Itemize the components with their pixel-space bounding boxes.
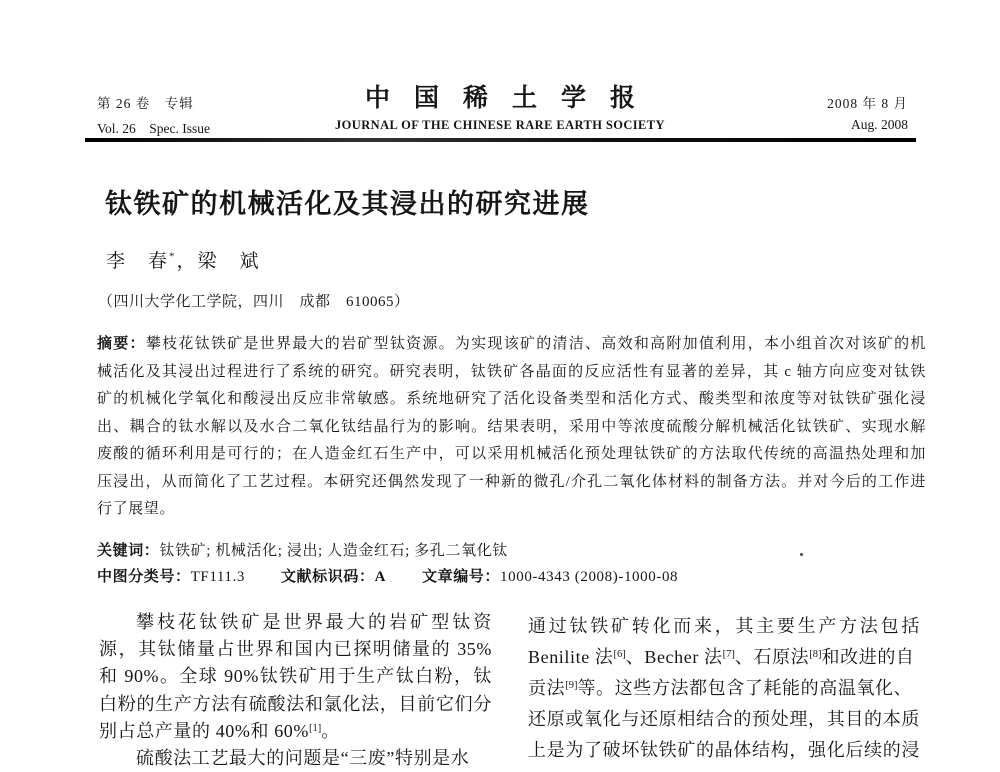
body-line: Benilite 法[6]、Becher 法[7]、石原法[8]和改进的自	[528, 646, 915, 667]
body-line: 硫酸法工艺最大的问题是“三废”特别是水	[136, 747, 470, 768]
abstract-line: 废酸的循环利用是可行的；在人造金红石生产中，可以采用机械活化预处理钛铁矿的方法取代传统的高温热处理和加	[97, 446, 926, 462]
abstract-block	[97, 331, 926, 524]
body-right-column	[528, 611, 920, 765]
doc-code: A	[374, 569, 386, 585]
doc-code-label: 文献标识码：	[280, 569, 375, 585]
body-line: 白粉的生产方法有硫酸法和氯化法，目前它们分	[99, 693, 492, 714]
author-name-2: ，梁 斌	[176, 251, 261, 272]
classification-line	[97, 565, 926, 586]
abstract-line: 摘要：攀枝花钛铁矿是世界最大的岩矿型钛资源。为实现该矿的清洁、高效和高附加值利用，本小组首次对该矿的机	[97, 336, 926, 352]
article-id: 1000-4343 (2008)-1000-08	[500, 569, 679, 585]
abstract-line: 行了展望。	[97, 501, 176, 517]
header-volume-en: Vol. 26 Spec. Issue	[97, 121, 210, 136]
body-line: 攀枝花钛铁矿是世界最大的岩矿型钛资	[136, 612, 492, 632]
header-rule	[85, 138, 916, 142]
keywords-label: 关键词：	[97, 543, 160, 559]
header-date-cn: 2008 年 8 月	[827, 96, 908, 111]
body-line: 别占总产量的 40%和 60%[1]。	[99, 720, 340, 741]
citation-ref: [6]	[613, 648, 626, 660]
clc-number: TF111.3	[190, 569, 245, 585]
journal-title-en: JOURNAL OF THE CHINESE RARE EARTH SOCIETY	[335, 118, 665, 132]
article-title: 钛铁矿的机械活化及其浸出的研究进展	[105, 189, 590, 219]
abstract-label: 摘要：	[97, 336, 146, 352]
clc-label: 中图分类号：	[97, 569, 191, 585]
citation-ref: [7]	[722, 648, 735, 660]
article-id-label: 文章编号：	[422, 569, 501, 585]
scan-artifact-speck	[800, 553, 803, 556]
article-affiliation: （四川大学化工学院，四川 成都 610065）	[98, 294, 410, 310]
body-line: 通过钛铁矿转化而来，其主要生产方法包括	[528, 616, 920, 636]
journal-title-cn: 中国稀土学报	[364, 85, 659, 112]
keywords-text: 钛铁矿; 机械活化; 浸出; 人造金红石; 多孔二氧化钛	[159, 543, 508, 559]
body-line: 还原或氧化与还原相结合的预处理，其目的本质	[528, 708, 920, 729]
body-line: 源，其钛储量占世界和国内已探明储量的 35%	[99, 639, 492, 660]
header-volume-cn: 第 26 卷 专辑	[97, 96, 194, 111]
body-line: 和 90%。全球 90%钛铁矿用于生产钛白粉，钛	[99, 666, 492, 687]
abstract-line: 压浸出，从而简化了工艺过程。本研究还偶然发现了一种新的微孔/介孔二氧化体材料的制备方法。并对今后的工作进	[97, 473, 926, 490]
body-line: 贡法[9]等。这些方法都包含了耗能的高温氧化、	[528, 677, 913, 698]
abstract-line: 矿的机械化学氧化和酸浸出反应非常敏感。系统地研究了活化设备类型和活化方式、酸类型和浓度等对钛铁矿强化浸	[97, 391, 926, 407]
header-date-en: Aug. 2008	[851, 117, 908, 132]
abstract-line: 出、耦合的钛水解以及水合二氧化钛结晶行为的影响。结果表明，采用中等浓度硫酸分解机械活化钛铁矿、实现水解	[97, 418, 926, 435]
citation-ref: [8]	[809, 648, 822, 660]
abstract-line: 械活化及其浸出过程进行了系统的研究。研究表明，钛铁矿各晶面的反应活性有显著的差异，其 c 轴方向应变对钛铁	[97, 363, 926, 380]
author-name: 李 春	[106, 251, 170, 272]
author-footnote-marker: *	[169, 250, 177, 263]
article-authors	[106, 246, 261, 273]
body-line: 上是为了破坏钛铁矿的晶体结构，强化后续的浸	[528, 739, 920, 760]
body-left-column	[99, 609, 492, 772]
keywords-line	[97, 539, 926, 560]
citation-ref: [1]	[309, 722, 322, 734]
citation-ref: [9]	[565, 679, 578, 691]
